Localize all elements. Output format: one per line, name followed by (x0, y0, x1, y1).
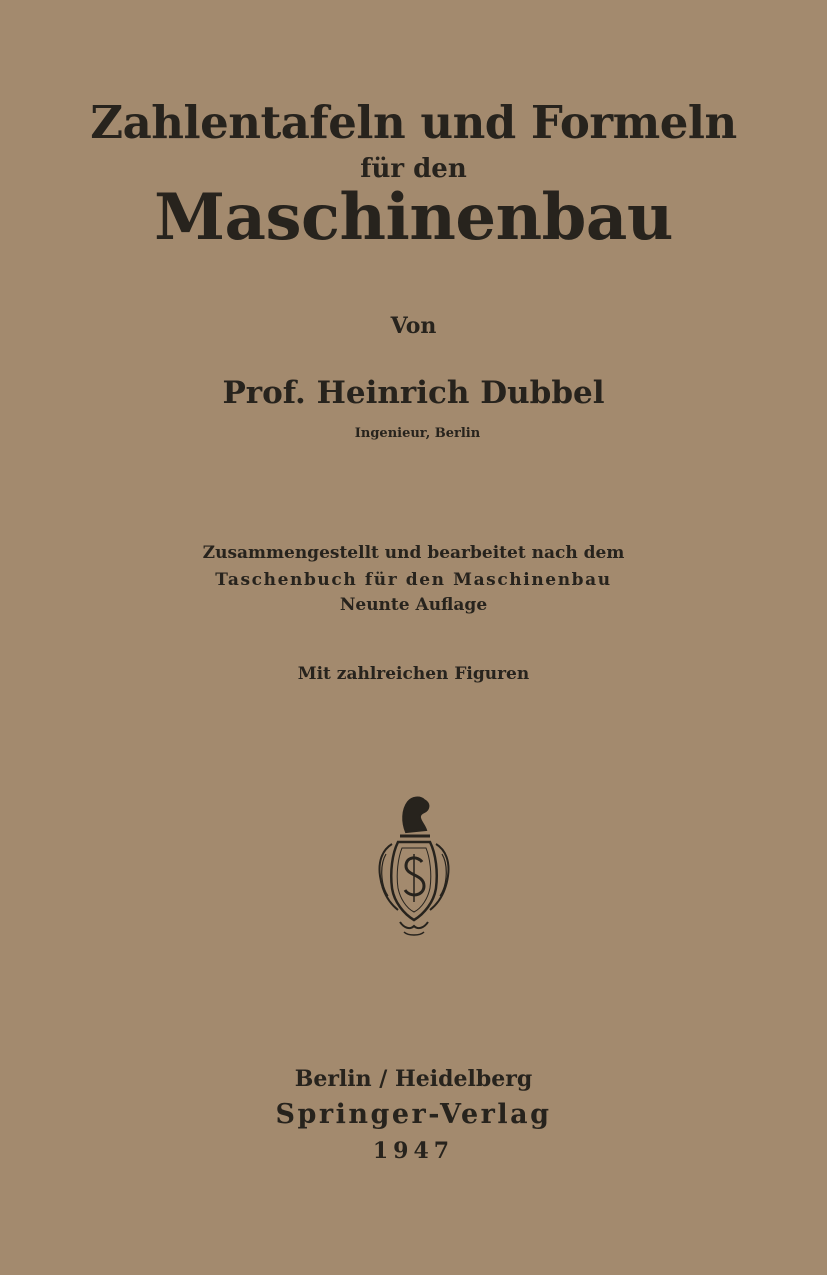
publication-year: 1947 (372, 1138, 455, 1164)
publisher-name: Springer-Verlag (275, 1099, 552, 1130)
book-title-line-2: für den (360, 154, 467, 184)
edition-note-line-2: Taschenbuch für den Maschinenbau (215, 570, 612, 590)
author-name: Prof. Heinrich Dubbel (222, 375, 605, 411)
figures-note: Mit zahlreichen Figuren (297, 664, 530, 684)
author-affiliation: Ingenieur, Berlin (354, 426, 481, 441)
book-title-line-3: Maschinenbau (154, 180, 673, 255)
publisher-city: Berlin / Heidelberg (294, 1066, 533, 1092)
edition-note-line-3: Neunte Auflage (339, 595, 488, 615)
byline: Von (390, 313, 437, 339)
edition-note-line-1: Zusammengestellt und bearbeitet nach dem (202, 543, 625, 563)
springer-knight-logo-icon (372, 792, 456, 942)
book-title-line-1: Zahlentafeln und Formeln (90, 96, 737, 149)
